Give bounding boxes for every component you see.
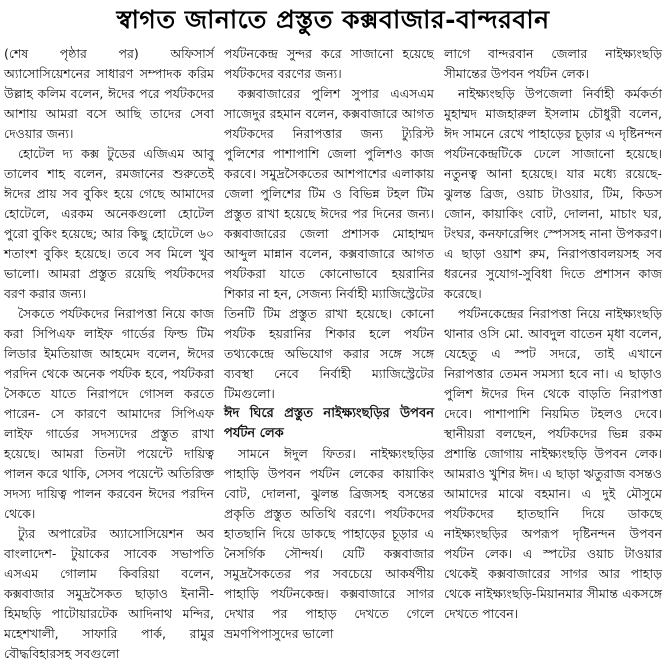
paragraph: ট্যুর অপারেটর অ্যাসোসিয়েশন অব বাংলাদেশ- টুয়াকের সাবেক সভাপতি এসএম গোলাম কিবরিয়া বলেন, কক্সবাজার সমুদ্রসৈকত ছাড়াও ইনানী-হিমছড়ি পাটোয়ারটেক আদিনাথ মন্দির, মহেশখালী, সাফারি পার্ক, রামুর বৌদ্ধবিহারসহ সবগুলো <box>4 526 214 661</box>
paragraph: (শেষ পৃষ্ঠার পর) অফিসার্স অ্যাসোসিয়েশনের সাধারণ সম্পাদক করিম উল্লাহ কলিম বলেন, ঈদের পরে পর্যটকদের আশায় আমরা বসে আছি তাদের সেবা দেওয়ার জন্য। <box>4 46 214 141</box>
paragraph: পর্যটনকেন্দ্রের নিরাপত্তা নিয়ে নাইক্ষ্যংছড়ি থানার ওসি মো. আবদুল বাতেন মৃধা বলেন, যেহেতু এ স্পট সদরে, তাই এখানে নিরাপত্তার তেমন সমস্যা হবে না। এ ছাড়াও পুলিশ ঈদের দিন থেকে বাড়তি নিরাপত্তা দেবে। পাশাপাশি নিয়মিত টহলও দেবে। স্থানীয়রা বলছেন, পর্যটকদের ভিন্ন রকম প্রশান্তি জোগায় নাইক্ষ্যংছড়ি উপবন লেক। আমরাও খুশির ঈদ। এ ছাড়া ঋতুরাজ বসন্তও আমাদের মাঝে বহমান। এ দুই মৌসুমে পর্যটকদের হাতছানি দিয়ে ডাকছে নাইক্ষ্যংছড়ির অপরূপ দৃষ্টিনন্দন উপবন পর্যটন লেক। এ স্পটের ওয়াচ টাওয়ার থেকেই কক্সবাজারের সাগর আর পাহাড় থেকে নাইক্ষ্যংছড়ি-মিয়ানমার সীমান্ত একসঙ্গে দেখতে পাবেন। <box>444 306 663 621</box>
paragraph: সৈকতে পর্যটকদের নিরাপত্তা নিয়ে কাজ করা সিপিএফ লাইফ গার্ডের ফিল্ড টিম লিডার ইমতিয়াজ আহমেদ বলেন, ঈদের পরদিন থেকে অনেক পর্যটক হবে, পর্যটকরা সৈকতে যাতে নিরাপদে গোসল করতে পারেন- সে কারণে আমাদের সিপিএফ লাইফ গার্ডের সদস্যদের প্রস্তুত রাখা হয়েছে। আমরা তিনটা পয়েন্টে দায়িত্ব পালন করে থাকি, সেসব পয়েন্টে অতিরিক্ত সদস্য দায়িত্ব পালন করবেন ঈদের পরদিন থেকে। <box>4 306 214 521</box>
paragraph: হোটেল দ্য কক্স টুডের এজিএম আবু তালেব শাহ বলেন, রমজানের শুরুতেই ঈদের প্রায় সব বুকিং হয়ে গেছে আমাদের হোটেলে, এরকম অনেকগুলো হোটেল পুরো বুকিং হয়েছে; আর কিছু হোটেলে ৬০ শতাংশ বুকিং হয়েছে। তবে সব মিলে খুব ভালো। আমরা প্রস্তুত রয়েছি পর্যটকদের বরণ করার জন্য। <box>4 146 214 301</box>
article-column-2 <box>224 44 434 641</box>
article-headline: স্বাগত জানাতে প্রস্তুত কক্সবাজার-বান্দরবান <box>116 5 550 34</box>
subheading: ঈদ ঘিরে প্রস্তুত নাইক্ষ্যংছড়ির উপবন পর্যটন লেক <box>224 406 434 441</box>
paragraph: লাগে বান্দরবান জেলার নাইক্ষ্যংছড়ি সীমান্তের উপবন পর্যটন লেক। <box>444 46 662 81</box>
paragraph: পর্যটনকেন্দ্র সুন্দর করে সাজানো হয়েছে পর্যটকদের বরণের জন্য। <box>224 46 434 81</box>
article-column-1 <box>4 44 214 661</box>
article-column-3 <box>444 44 663 621</box>
paragraph: সামনে ঈদুল ফিতর। নাইক্ষ্যংছড়ির পাহাড়ি উপবন পর্যটন লেকের কায়াকিং বোট, দোলনা, ঝুলন্ত ব্রিজসহ বসন্তের প্রকৃতি প্রস্তুত অতিথি বরণে। পর্যটকদের হাতছানি দিয়ে ডাকছে পাহাড়ের চূড়ার এ নৈসর্গিক সৌন্দর্য। যেটি কক্সবাজার সমুদ্রসৈকতের পর সবচেয়ে আকর্ষণীয় পাহাড়ি পর্যটনকেন্দ্র। কক্সবাজারে সাগর দেখার পর পাহাড় দেখতে গেলে ভ্রমণপিপাসুদের ভালো <box>224 446 434 641</box>
paragraph: কক্সবাজারের পুলিশ সুপার এএসএম সাজেদুর রহমান বলেন, কক্সবাজারে আগত পর্যটকদের নিরাপত্তার জন্য ট্যুরিস্ট পুলিশের পাশাপাশি জেলা পুলিশও কাজ করবে। সমুদ্রসৈকতের আশপাশের এলাকায় জেলা পুলিশের টিম ও বিভিন্ন টহল টিম প্রস্তুত রাখা হয়েছে ঈদের পর দিনের জন্য। কক্সবাজারের জেলা প্রশাসক মোহাম্মদ আব্দুল মান্নান বলেন, কক্সবাজারে আগত পর্যটকরা যাতে কোনোভাবে হয়রানির শিকার না হন, সেজন্য নির্বাহী ম্যাজিস্ট্রেটের তিনটি টিম প্রস্তুত রাখা হয়েছে। কোনো পর্যটক হয়রানির শিকার হলে পর্যটন তথ্যকেন্দ্রে অভিযোগ করার সঙ্গে সঙ্গে ব্যবস্থা নেবে নির্বাহী ম্যাজিস্ট্রেটের টিমগুলো। <box>224 86 434 401</box>
paragraph: নাইক্ষ্যংছড়ি উপজেলা নির্বাহী কর্মকর্তা মুহাম্মদ মাজহারুল ইসলাম চৌধুরী বলেন, ঈদ সামনে রেখে পাহাড়ের চূড়ার এ দৃষ্টিনন্দন পর্যটনকেন্দ্রটিকে ঢেলে সাজানো হয়েছে। নতুনত্ব আনা হয়েছে। যার মধ্যে রয়েছে- ঝুলন্ত ব্রিজ, ওয়াচ টাওয়ার, টিম, কিডস জোন, কায়াকিং বোট, দোলনা, মাচাং ঘর, টংঘর, কনফারেন্সিং স্পেসসহ নানা উপকরণ। এ ছাড়া ওয়াশ রুম, নিরাপত্তাবলয়সহ সব ধরনের সুযোগ-সুবিধা দিতে প্রশাসন কাজ করেছে। <box>444 86 662 301</box>
